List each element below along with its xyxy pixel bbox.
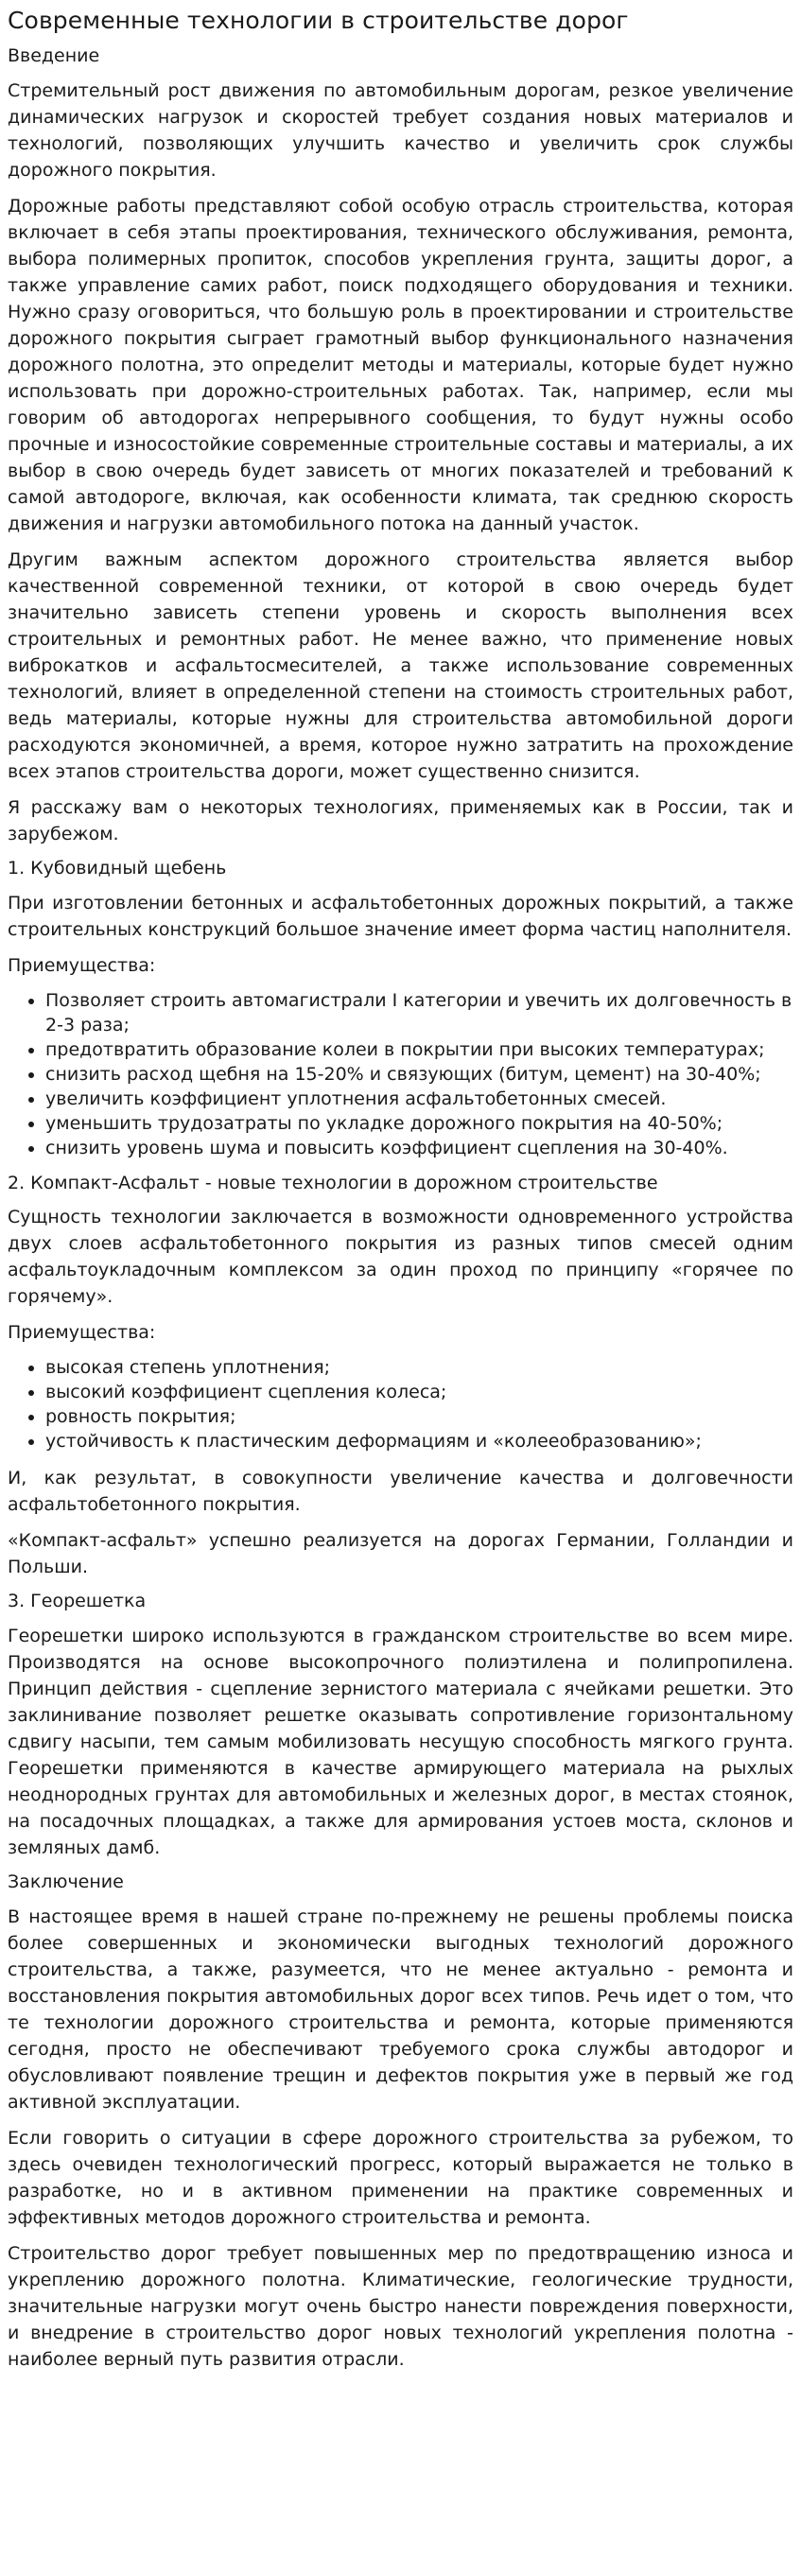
list-item: • высокая степень уплотнения;: [45, 1355, 793, 1380]
section3-heading: 3. Георешетка: [8, 1591, 147, 1612]
list-item: • уменьшить трудозатраты по укладке дорожного покрытия на 40-50%;: [45, 1111, 793, 1136]
conclusion-heading: Заключение: [8, 1871, 124, 1892]
section1-advantages-list: [8, 988, 793, 1160]
list-item: • высокий коэффициент сцепления колеса;: [45, 1380, 793, 1404]
conclusion-paragraph: Строительство дорог требует повышенных мер по предотвращению износа и укреплению дорожного полотна. Климатические, геологические трудности, значительные нагрузки могут очень быстро нанести повреждения поверхности, и внедрение в строительство дорог новых технологий укрепления полотна - наиболее верный путь развития отрасли.: [8, 2242, 793, 2370]
intro-paragraph: Дорожные работы представляют собой особую отрасль строительства, которая включает в себя этапы проектирования, технического обслуживания, ремонта, выбора полимерных пропиток, способов укрепления грунта, защиты дорог, а также управление самих работ, поиск подходящего оборудования и техники. Нужно сразу оговориться, что большую роль в проектировании и строительстве дорожного покрытия сыграет грамотный выбор функционального назначения дорожного полотна, это определит методы и материалы, которые будет нужно использовать при дорожно-строительных работах. Так, например, если мы говорим об автодорогах непрерывного сообщения, то будут нужны особо прочные и износостойкие современные строительные составы и материалы, а их выбор в свою очередь будет зависеть от многих показателей и требований к самой автодороге, включая, как особенности климата, так среднюю скорость движения и нагрузки автомобильного потока на данный участок.: [8, 195, 793, 534]
section1-heading: 1. Кубовидный щебень: [8, 857, 227, 879]
section1-paragraph: При изготовлении бетонных и асфальтобетонных дорожных покрытий, а также строительных конструкций большое значение имеет форма частиц наполнителя.: [8, 892, 793, 940]
section1-advantages-label: Приемущества:: [8, 954, 156, 976]
list-item: • увеличить коэффициент уплотнения асфальтобетонных смесей.: [45, 1087, 793, 1111]
list-item: • снизить расход щебня на 15-20% и связующих (битум, цемент) на 30-40%;: [45, 1062, 793, 1087]
page-title: Современные технологии в строительстве дорог: [8, 7, 629, 34]
list-item: • Позволяет строить автомагистрали I категории и увечить их долговечность в 2-3 раза;: [45, 988, 793, 1037]
intro-paragraph: Я расскажу вам о некоторых технологиях, применяемых как в России, так и зарубежом.: [8, 796, 793, 844]
intro-paragraph: Стремительный рост движения по автомобильным дорогам, резкое увеличение динамических нагрузок и скоростей требует создания новых материалов и технологий, позволяющих улучшить качество и увеличить срок службы дорожного покрытия.: [8, 79, 793, 181]
section2-advantages-list: [8, 1355, 793, 1453]
list-item: • снизить уровень шума и повысить коэффициент сцепления на 30-40%.: [45, 1136, 793, 1160]
section3-paragraph: Георешетки широко используются в гражданском строительстве во всем мире. Производятся на основе высокопрочного полиэтилена и полипропилена. Принцип действия - сцепление зернистого материала с ячейками решетки. Это заклинивание позволяет решетке оказывать сопротивление горизонтальному сдвигу насыпи, тем самым мобилизовать несущую способность мягкого грунта. Георешетки применяются в качестве армирующего материала на рыхлых неоднородных грунтах для автомобильных и железных дорог, в местах стоянок, на посадочных площадках, а также для армирования устоев моста, склонов и земляных дамб.: [8, 1626, 793, 1858]
list-item: • устойчивость к пластическим деформациям и «колееобразованию»;: [45, 1429, 793, 1453]
list-item: • предотвратить образование колеи в покрытии при высоких температурах;: [45, 1037, 793, 1062]
section2-paragraph: Сущность технологии заключается в возможности одновременного устройства двух слоев асфальтобетонного покрытия из разных типов смесей одним асфальтоукладочным комплексом за один проход по принципу «горячее по горячему».: [8, 1207, 793, 1308]
conclusion-paragraph: Если говорить о ситуации в сфере дорожного строительства за рубежом, то здесь очевиден технологический прогресс, который выражается не только в разработке, но и в активном применении на практике современных и эффективных методов дорожного строительства и ремонта.: [8, 2127, 793, 2228]
intro-paragraph: Другим важным аспектом дорожного строительства является выбор качественной современной техники, от которой в свою очередь будет значительно зависеть степени уровень и скорость выполнения всех строительных и ремонтных работ. Не менее важно, что применение новых виброкатков и асфальтосмесителей, а также использование современных технологий, влияет в определенной степени на стоимость строительных работ, ведь материалы, которые нужны для строительства автомобильной дороги расходуются экономичней, а время, которое нужно затратить на прохождение всех этапов строительства дороги, может существенно снизится.: [8, 548, 793, 782]
section2-heading: 2. Компакт-Асфальт - новые технологии в дорожном строительстве: [8, 1172, 658, 1193]
section2-paragraph: «Компакт-асфальт» успешно реализуется на дорогах Германии, Голландии и Польши.: [8, 1530, 793, 1578]
list-item: • ровность покрытия;: [45, 1404, 793, 1429]
intro-heading: Введение: [8, 45, 100, 67]
conclusion-paragraph: В настоящее время в нашей стране по-прежнему не решены проблемы поиска более совершенных и экономически выгодных технологий дорожного строительства, а также, разумеется, что не менее актуально - ремонта и восстановления покрытия автомобильных дорог всех типов. Речь идет о том, что те технологии дорожного строительства и ремонта, которые применяются сегодня, просто не обеспечивают требуемого срока службы автодорог и обусловливают появление трещин и дефектов покрытия уже в первый же год активной эксплуатации.: [8, 1906, 793, 2113]
section2-paragraph: И, как результат, в совокупности увеличение качества и долговечности асфальтобетонного покрытия.: [8, 1468, 793, 1516]
section2-advantages-label: Приемущества:: [8, 1322, 156, 1344]
